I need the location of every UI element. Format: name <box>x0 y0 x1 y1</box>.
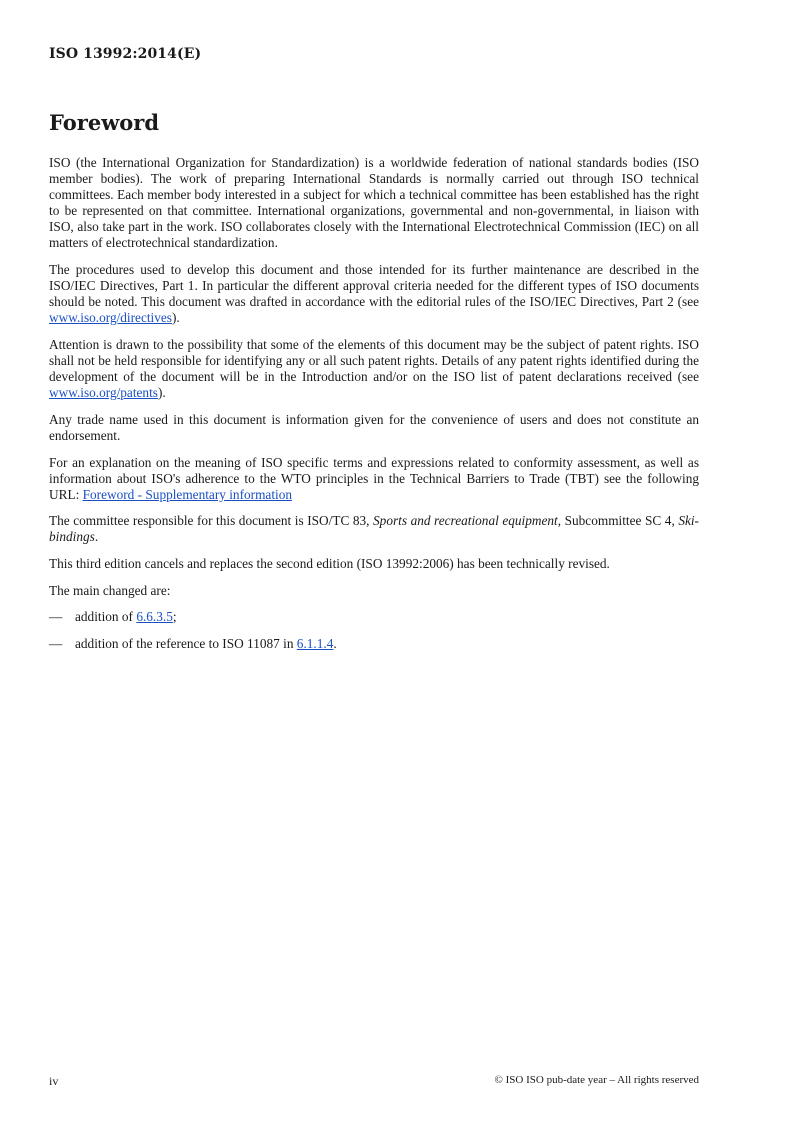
clause-6-1-1-4-link[interactable]: 6.1.1.4 <box>296 635 334 651</box>
paragraph-text: . <box>94 529 99 545</box>
dash-bullet: — <box>49 635 63 651</box>
page-title: Foreword <box>49 110 160 135</box>
paragraph-procedures <box>49 262 699 326</box>
clause-6-6-3-5-link[interactable]: 6.6.3.5 <box>136 609 173 625</box>
paragraph-changes-intro: The main changed are: <box>49 582 171 598</box>
paragraph-text: For an explanation on the meaning of ISO specific terms and expressions related to conformity assessment, as well as information about ISO's adherence to the WTO principles in the Technical Barriers to Trade (TBT) see the following URL: <box>49 454 699 502</box>
list-item-text: addition of 6.6.3.5; <box>75 609 177 625</box>
paragraph-text: The procedures used to develop this document and those intended for its further maintenance are described in the ISO/IEC Directives, Part 1. In particular the different approval criteria needed for the different types of ISO documents should be noted. This document was drafted in accordance with the editorial rules of the ISO/IEC Directives, Part 2 (see <box>49 262 699 310</box>
page-number: iv <box>49 1074 59 1088</box>
paragraph-text: ). <box>157 385 166 401</box>
paragraph-edition: This third edition cancels and replaces the second edition (ISO 13992:2006) has been technically revised. <box>49 555 610 571</box>
paragraph-text: , Subcommittee SC 4, <box>557 513 679 529</box>
patents-link[interactable]: www.iso.org/patents <box>49 385 158 401</box>
document-id: ISO 13992:2014(E) <box>49 46 202 62</box>
paragraph-trade-name: Any trade name used in this document is information given for the convenience of users and does not constitute an endorsement. <box>49 411 699 443</box>
paragraph-conformity <box>49 455 699 503</box>
subcommittee-name: Ski-bindings <box>49 513 699 545</box>
page-footer <box>49 1074 699 1089</box>
list-item-text: addition of the reference to ISO 11087 in 6.1.1.4. <box>75 635 337 651</box>
paragraph-iso-intro: ISO (the International Organization for Standardization) is a worldwide federation of national standards bodies (ISO member bodies). The work of preparing International Standards is normally carried out through ISO technical committees. Each member body interested in a subject for which a technical committee has been established has the right to be represented on that committee. International organizations, governmental and non-governmental, in liaison with ISO, also take part in the work. ISO collaborates closely with the International Electrotechnical Commission (IEC) on all matters of electrotechnical standardization. <box>49 155 699 251</box>
paragraph-text: ). <box>171 310 180 326</box>
copyright-notice: © ISO ISO pub-date year – All rights reserved <box>494 1074 699 1086</box>
directives-link[interactable]: www.iso.org/directives <box>49 310 172 326</box>
foreword-body <box>49 155 699 662</box>
paragraph-text: Attention is drawn to the possibility that some of the elements of this document may be the subject of patent rights. ISO shall not be held responsible for identifying any or all such patent rights. Details of any patent rights identified during the development of the document will be in the Introduction and/or on the ISO list of patent declarations received (see <box>49 336 699 385</box>
paragraph-text: The committee responsible for this document is ISO/TC 83, <box>49 513 374 529</box>
list-item <box>49 636 699 652</box>
paragraph-committee <box>49 513 699 545</box>
paragraph-patents <box>49 337 699 401</box>
dash-bullet: — <box>49 609 63 625</box>
committee-name: Sports and recreational equipment <box>373 513 558 529</box>
list-item <box>49 609 699 625</box>
supplementary-info-link[interactable]: Foreword - Supplementary information <box>82 486 293 502</box>
